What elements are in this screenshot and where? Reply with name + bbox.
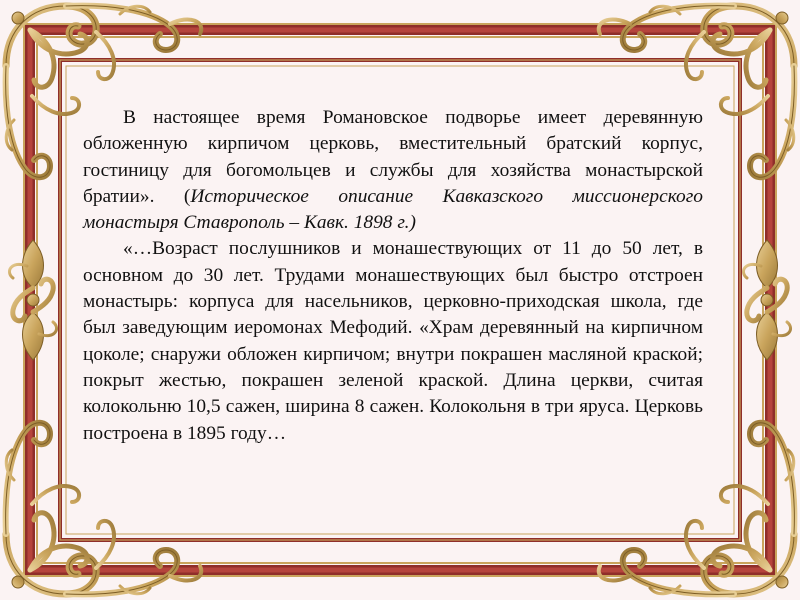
paragraph-2: «…Возраст послушников и монашествующих от 11 до 50 лет, в основном до 30 лет. Трудами монашествующих был быстро отстроен монастырь: корпуса для насельников, церковно-приходская школа, где был заведующим иеромонах Мефодий. «Храм деревянный на кирпичном цоколе; снаружи обложен кирпичом; внутри покрашен масляной краской; покрыт жестью, покрашен зеленой краской. Длина церкви, считая колокольню 10,5 сажен, ширина 8 сажен. Колокольня в три яруса. Церковь построена в 1895 году… [83,238,703,444]
side-scroll-ornament-icon [743,240,790,360]
paragraph-1-text: В настоящее время Романовское подворье имеет деревянную обложенную кирпичом церковь, вместительный братский корпус, гостиницу для богомольцев и службы для хозяйства монастырской братии». ( [83,107,703,207]
body-text [83,105,703,447]
paragraph-1-citation: Историческое описание Кавказского миссионерского монастыря Ставрополь – Кавк. 1898 г.) [83,185,703,234]
paragraph-1 [83,105,703,236]
side-scroll-ornament-icon [9,240,56,360]
